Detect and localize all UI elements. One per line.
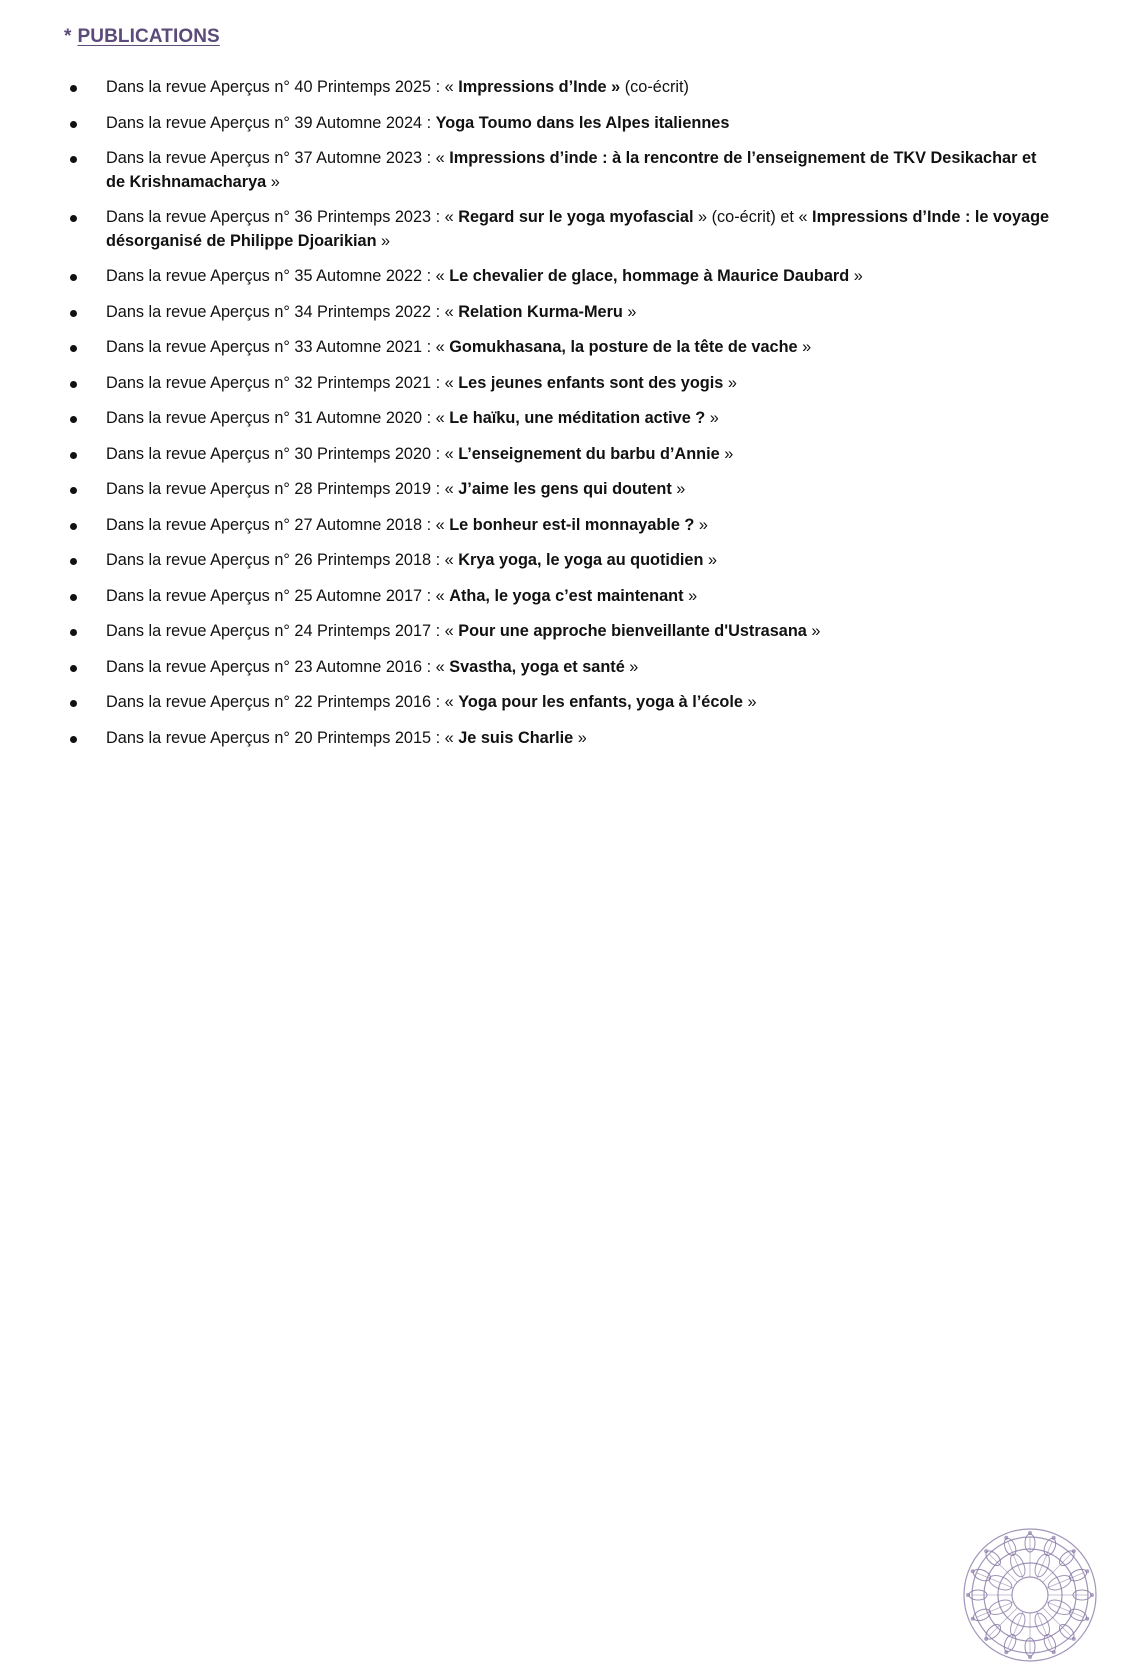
publication-source: Dans la revue Aperçus n° 28 Printemps 2019 : «: [106, 480, 459, 498]
section-heading: [64, 26, 220, 48]
publication-source: Dans la revue Aperçus n° 23 Automne 2016 : «: [106, 657, 450, 676]
publication-title: J’aime les gens qui doutent: [458, 480, 672, 498]
publication-source: Dans la revue Aperçus n° 37 Automne 2023 : «: [106, 149, 450, 167]
publication-note: »: [624, 657, 639, 676]
list-item: [70, 691, 1050, 715]
list-item: [70, 656, 1050, 680]
bullet-icon: [70, 345, 77, 352]
section-title: PUBLICATIONS: [77, 26, 220, 47]
publication-source: Dans la revue Aperçus n° 22 Printemps 2016 : «: [106, 693, 459, 711]
publication-text: [106, 480, 685, 498]
bullet-icon: [70, 665, 77, 672]
publication-note: » (co-écrit) et «: [693, 208, 813, 226]
publication-text: [106, 208, 1049, 250]
publication-text: [106, 267, 863, 285]
publication-title: Atha, le yoga c’est maintenant: [449, 586, 684, 605]
publication-title: Pour une approche bienveillante d'Ustrasana: [458, 622, 807, 640]
list-item: [70, 76, 1050, 100]
publication-source: Dans la revue Aperçus n° 25 Automne 2017 : «: [106, 586, 450, 605]
list-item: [70, 265, 1050, 289]
publication-title: Le chevalier de glace, hommage à Maurice Daubard: [449, 267, 850, 285]
publication-note: »: [719, 444, 734, 463]
publication-title: Gomukhasana, la posture de la tête de vache: [449, 338, 798, 356]
publication-title: Relation Kurma-Meru: [458, 302, 623, 321]
publication-text: [106, 693, 757, 711]
publication-text: [106, 149, 1036, 191]
publication-text: [106, 374, 737, 392]
list-item: [70, 407, 1050, 431]
bullet-icon: [70, 523, 77, 530]
publication-source: Dans la revue Aperçus n° 35 Automne 2022 : «: [106, 267, 450, 285]
bullet-icon: [70, 629, 77, 636]
bullet-icon: [70, 85, 77, 92]
list-item: [70, 514, 1050, 538]
publication-title: Les jeunes enfants sont des yogis: [458, 373, 724, 392]
publication-source: Dans la revue Aperçus n° 26 Printemps 2018 : «: [106, 551, 459, 569]
bullet-icon: [70, 452, 77, 459]
list-item: [70, 727, 1050, 751]
publication-title: L’enseignement du barbu d’Annie: [458, 444, 720, 463]
publication-note: »: [671, 480, 686, 498]
publication-source: Dans la revue Aperçus n° 24 Printemps 2017 : «: [106, 622, 459, 640]
publication-title-secondary: Impressions d’Inde : le voyage désorganisé de Philippe Djoarikian: [106, 208, 1050, 250]
publication-source: Dans la revue Aperçus n° 40 Printemps 2025 : «: [106, 78, 459, 96]
list-item: [70, 147, 1050, 194]
mandala-icon: [960, 1525, 1100, 1665]
bullet-icon: [70, 121, 77, 128]
publication-note: »: [742, 693, 757, 711]
list-item: [70, 478, 1050, 502]
publication-text: [106, 338, 811, 356]
bullet-icon: [70, 381, 77, 388]
bullet-icon: [70, 700, 77, 707]
publication-text: [106, 516, 708, 534]
publication-text: [106, 445, 733, 463]
bullet-icon: [70, 215, 77, 222]
bullet-icon: [70, 736, 77, 743]
publication-title: Le bonheur est-il monnayable ?: [449, 515, 695, 534]
bullet-icon: [70, 416, 77, 423]
publication-source: Dans la revue Aperçus n° 20 Printemps 2015 : «: [106, 728, 459, 747]
publication-title: Je suis Charlie: [458, 728, 574, 747]
publication-note: »: [806, 622, 821, 640]
publication-text: [106, 303, 636, 321]
publication-source: Dans la revue Aperçus n° 33 Automne 2021 : «: [106, 338, 450, 356]
bullet-icon: [70, 310, 77, 317]
publication-title: Yoga pour les enfants, yoga à l’école: [458, 693, 743, 711]
bullet-icon: [70, 558, 77, 565]
bullet-icon: [70, 594, 77, 601]
publication-text: [106, 622, 820, 640]
list-item: [70, 301, 1050, 325]
list-item: [70, 206, 1050, 253]
publication-text: [106, 587, 697, 605]
publication-note: (co-écrit): [620, 78, 689, 96]
publication-title: Svastha, yoga et santé: [449, 657, 625, 676]
publication-text: [106, 78, 689, 96]
publication-note: »: [694, 515, 708, 534]
publication-source: Dans la revue Aperçus n° 36 Printemps 2023 : «: [106, 208, 459, 226]
publication-title: Impressions d’inde : à la rencontre de l’enseignement de TKV Desikachar et de Krishnamacharya: [106, 149, 1037, 191]
publication-note: »: [723, 373, 737, 392]
list-item: [70, 336, 1050, 360]
publication-source: Dans la revue Aperçus n° 31 Automne 2020 : «: [106, 409, 450, 427]
publication-source: Dans la revue Aperçus n° 34 Printemps 2022 : «: [106, 302, 459, 321]
publication-note: »: [703, 551, 718, 569]
list-item: [70, 549, 1050, 573]
publication-text: [106, 114, 729, 132]
list-item: [70, 372, 1050, 396]
publication-text: [106, 658, 638, 676]
heading-star: *: [64, 26, 72, 47]
publication-source: Dans la revue Aperçus n° 27 Automne 2018 : «: [106, 515, 450, 534]
publication-note: »: [683, 586, 698, 605]
list-item: [70, 112, 1050, 136]
publication-source: Dans la revue Aperçus n° 30 Printemps 2020 : «: [106, 444, 459, 463]
publication-note: »: [705, 409, 719, 427]
publications-list: [70, 76, 1050, 762]
publication-note: »: [849, 267, 863, 285]
publication-note: »: [797, 338, 812, 356]
publication-note: »: [622, 302, 637, 321]
publication-text: [106, 551, 717, 569]
publication-suffix: »: [376, 231, 391, 250]
publication-note: »: [573, 728, 587, 747]
publication-title: Regard sur le yoga myofascial: [458, 208, 694, 226]
list-item: [70, 620, 1050, 644]
publication-title: Yoga Toumo dans les Alpes italiennes: [435, 113, 730, 132]
publication-title: Le haïku, une méditation active ?: [449, 409, 706, 427]
publication-text: [106, 729, 587, 747]
publication-note: »: [266, 172, 280, 191]
publication-title: Impressions d’Inde »: [458, 78, 621, 96]
bullet-icon: [70, 487, 77, 494]
publication-text: [106, 409, 719, 427]
publication-source: Dans la revue Aperçus n° 39 Automne 2024 :: [106, 113, 436, 132]
list-item: [70, 443, 1050, 467]
bullet-icon: [70, 156, 77, 163]
publication-source: Dans la revue Aperçus n° 32 Printemps 2021 : «: [106, 373, 459, 392]
list-item: [70, 585, 1050, 609]
publication-title: Krya yoga, le yoga au quotidien: [458, 551, 704, 569]
bullet-icon: [70, 274, 77, 281]
